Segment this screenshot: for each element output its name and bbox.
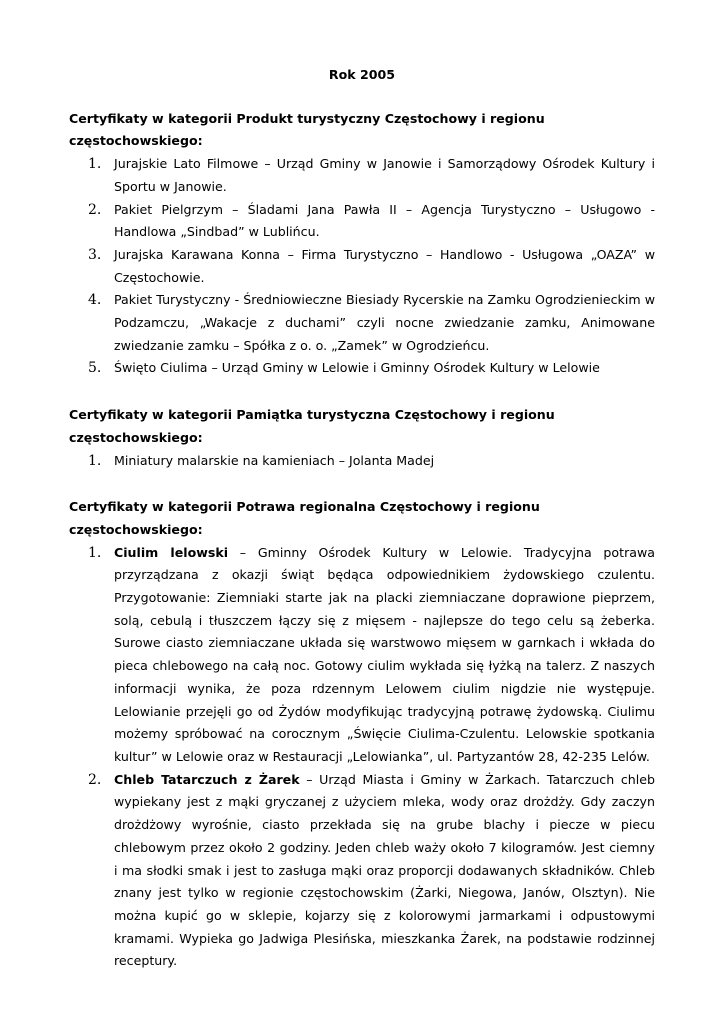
page-title: Rok 2005 <box>328 67 396 82</box>
list-item <box>69 153 655 198</box>
list-number: 4. <box>88 292 102 309</box>
list-number: 5. <box>88 360 102 377</box>
numbered-list <box>69 542 655 973</box>
section-heading: Certyfikaty w kategorii Pamiątka turystyczna Częstochowy i regionu częstochowskiego: <box>69 407 555 445</box>
list-item-text: Pakiet Pielgrzym – Śladami Jana Pawła II – Agencja Turystyczno – Usługowo - Handlowa „Sindbad” w Lublińcu. <box>114 201 655 240</box>
numbered-list <box>69 153 655 380</box>
list-number: 1. <box>88 544 102 561</box>
list-item-text: Miniatury malarskie na kamieniach – Jolanta Madej <box>114 452 435 468</box>
list-item-text: Jurajska Karawana Konna – Firma Turystyczno – Handlowo - Usługowa „OAZA” w Częstochowie. <box>114 246 655 285</box>
list-item <box>69 542 655 769</box>
list-item <box>69 769 655 973</box>
section-pamiatka-turystyczna <box>69 404 655 472</box>
section-heading: Certyfikaty w kategorii Potrawa regionalna Częstochowy i regionu częstochowskiego: <box>69 499 540 537</box>
list-item-text: Pakiet Turystyczny - Średniowieczne Biesiady Rycerskie na Zamku Ogrodzienieckim w Podzamczu, „Wakacje z duchami” czyli nocne zwiedzanie zamku, Animowane zwiedzanie zamku – Spółka z o. o. „Zamek” w Ogrodzieńcu. <box>114 292 655 353</box>
list-item <box>69 450 655 473</box>
section-heading: Certyfikaty w kategorii Produkt turystyczny Częstochowy i regionu częstochowskiego: <box>69 110 545 149</box>
section-produkt-turystyczny <box>69 108 655 380</box>
list-number: 2. <box>88 771 102 788</box>
list-number: 3. <box>88 246 102 263</box>
list-item-text: – Urząd Miasta i Gminy w Żarkach. Tatarczuch chleb wypiekany jest z mąki gryczanej z użyciem mleka, wody oraz drożdży. Gdy zaczyn drożdżowy wyrośnie, ciasto przekłada się na grube blachy i piecze w piecu chlebowym przez około 2 godziny. Jeden chleb waży około 7 kilogramów. Jest ciemny i ma słodki smak i jest to zasługa mąki oraz proporcji dodawanych składników. Chleb znany jest tylko w regionie częstochowskim (Żarki, Niegowa, Janów, Olsztyn). Nie można kupić go w sklepie, kojarzy się z kolorowymi jarmarkami i odpustowymi kramami. Wypieka go Jadwiga Plesińska, mieszkanka Żarek, na podstawie rodzinnej receptury. <box>114 771 655 969</box>
list-item <box>69 289 655 357</box>
list-item <box>69 199 655 244</box>
numbered-list <box>69 450 655 473</box>
list-item-text: Święto Ciulima – Urząd Gminy w Lelowie i Gminny Ośrodek Kultury w Lelowie <box>114 360 600 376</box>
section-potrawa-regionalna <box>69 496 655 973</box>
list-item-text: – Gminny Ośrodek Kultury w Lelowie. Tradycyjna potrawa przyrządzana z okazji świąt będąca odpowiednikiem żydowskiego czulentu. Przygotowanie: Ziemniaki starte jak na placki ziemniaczane doprawione pieprzem, solą, cebulą i tłuszczem łączy się z mięsem - najlepsze do tego celu są żeberka. Surowe ciasto ziemniaczane układa się warstwowo mięsem w garnkach i wkłada do pieca chlebowego na całą noc. Gotowy ciulim wykłada się łyżką na talerz. Z naszych informacji wynika, że poza rdzennym Lelowem ciulim nigdzie nie występuje. Lelowianie przejęli go od Żydów modyfikując tradycyjną potrawę żydowską. Ciulimu możemy spróbować na corocznym „Święcie Ciulima-Czulentu. Lelowskie spotkania kultur” w Lelowie oraz w Restauracji „Lelowianka”, ul. Partyzantów 28, 42-235 Lelów. <box>114 544 655 764</box>
list-number: 1. <box>88 452 102 469</box>
list-item <box>69 244 655 289</box>
document-page <box>69 64 655 997</box>
list-number: 1. <box>88 156 102 173</box>
item-lead-bold: Chleb Tatarczuch z Żarek <box>114 771 300 787</box>
list-item-text: Jurajskie Lato Filmowe – Urząd Gminy w Janowie i Samorządowy Ośrodek Kultury i Sportu w Janowie. <box>114 156 655 194</box>
item-lead-bold: Ciulim lelowski <box>114 544 229 560</box>
list-number: 2. <box>88 201 102 218</box>
list-item <box>69 357 655 380</box>
